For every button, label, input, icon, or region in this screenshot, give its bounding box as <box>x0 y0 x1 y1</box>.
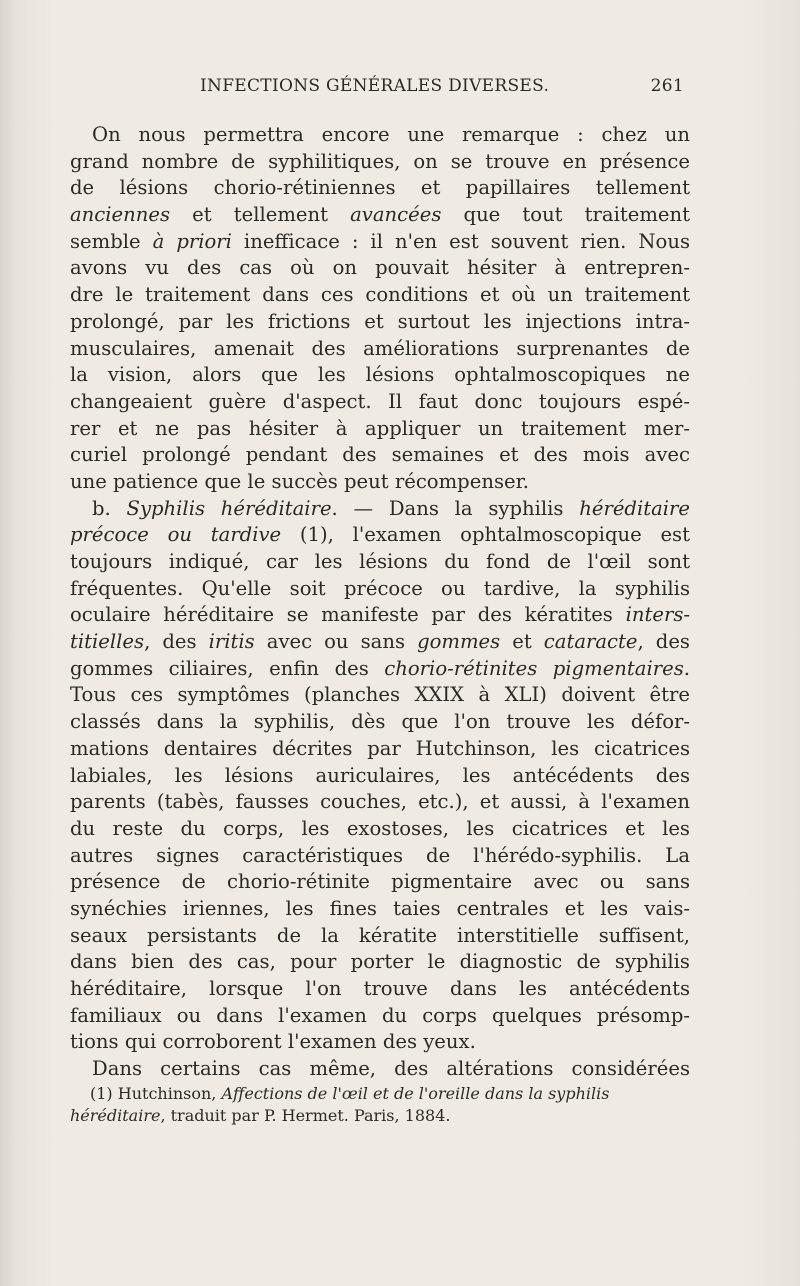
text-line <box>70 496 690 523</box>
text-line <box>70 175 690 202</box>
text-run: . — Dans la syphilis <box>331 496 580 520</box>
text-run: rer et ne pas hésiter à appliquer un traitement mer- <box>70 416 690 440</box>
italic-text: Affections de l'œil et de l'oreille dans la syphilis <box>221 1084 610 1103</box>
text-line <box>70 976 690 1003</box>
text-run: , des <box>637 630 690 654</box>
text-run: grand nombre de syphilitiques, on se trouve en présence <box>70 149 690 173</box>
text-line <box>70 149 690 176</box>
text-run: héréditaire, lorsque l'on trouve dans les antécédents <box>70 977 690 1000</box>
text-line <box>70 816 690 843</box>
page-header <box>200 76 684 102</box>
text-line <box>70 869 690 896</box>
text-run: . <box>683 656 690 680</box>
italic-text: Syphilis héréditaire <box>126 496 332 520</box>
text-run: synéchies iriennes, les fines taies centrales et les vais- <box>70 896 690 920</box>
text-run: parents (tabès, fausses couches, etc.), et aussi, à l'examen <box>70 790 690 814</box>
italic-text: iritis <box>208 630 255 654</box>
italic-text: anciennes <box>70 203 171 227</box>
text-line <box>70 309 690 336</box>
text-run: curiel prolongé pendant des semaines et des mois avec <box>70 443 690 467</box>
text-run: avec ou sans <box>254 630 418 654</box>
text-run: toujours indiqué, car les lésions du fond de l'œil sont <box>70 550 690 573</box>
text-run: autres signes caractéristiques de l'hérédo-syphilis. La <box>70 843 690 867</box>
text-run: avons vu des cas où on pouvait hésiter à entrepren- <box>70 256 690 280</box>
text-line <box>70 763 690 790</box>
text-run: la vision, alors que les lésions ophtalmoscopiques ne <box>70 363 690 387</box>
text-line <box>70 656 690 683</box>
italic-text: héréditaire <box>579 496 691 520</box>
footnote-line <box>70 1083 700 1105</box>
page-number: 261 <box>650 76 684 96</box>
text-line <box>70 416 690 443</box>
text-run: prolongé, par les frictions et surtout les injections intra- <box>70 309 690 333</box>
text-run: familiaux ou dans l'examen du corps quelques présomp- <box>70 1003 690 1027</box>
italic-text: héréditaire <box>70 1106 161 1125</box>
text-run: changeaient guère d'aspect. Il faut donc toujours espé- <box>70 389 690 413</box>
italic-text: à priori <box>152 229 232 253</box>
text-line <box>70 1056 690 1083</box>
text-line <box>70 896 690 923</box>
text-run: (1) Hutchinson, <box>90 1084 222 1103</box>
text-run: que tout traitement <box>441 203 691 227</box>
footnote <box>70 1083 700 1127</box>
italic-text: titielles <box>70 630 145 654</box>
text-run: Tous ces symptômes (planches XXIX à XLI) doivent être <box>70 683 690 707</box>
text-run: labiales, les lésions auriculaires, les antécédents des <box>70 763 690 787</box>
text-line <box>70 843 690 870</box>
text-run: , des <box>144 630 209 654</box>
text-run: gommes ciliaires, enfin des <box>70 656 385 680</box>
text-line <box>70 362 690 389</box>
italic-text: chorio-rétinites pigmentaires <box>384 656 684 680</box>
text-run: présence de chorio-rétinite pigmentaire avec ou sans <box>70 870 690 894</box>
text-run: classés dans la syphilis, dès que l'on trouve les défor- <box>70 710 690 734</box>
text-run: semble <box>70 229 153 253</box>
text-line <box>70 122 690 149</box>
text-run: (1), l'examen ophtalmoscopique est <box>281 523 690 547</box>
text-line <box>70 1029 690 1056</box>
text-line <box>70 469 690 496</box>
text-line <box>70 1003 690 1030</box>
text-run: mations dentaires décrites par Hutchinson, les cicatrices <box>70 736 690 760</box>
italic-text: gommes <box>417 630 501 654</box>
text-run: une patience que le succès peut récompenser. <box>70 469 530 493</box>
body-text <box>70 122 690 1083</box>
text-line <box>70 629 690 656</box>
running-title: INFECTIONS GÉNÉRALES DIVERSES. <box>200 76 550 96</box>
text-run: b. <box>92 496 127 520</box>
text-line <box>70 576 690 603</box>
text-line <box>70 602 690 629</box>
text-line <box>70 202 690 229</box>
text-line <box>70 336 690 363</box>
text-line <box>70 923 690 950</box>
text-line <box>70 255 690 282</box>
text-run: oculaire héréditaire se manifeste par des kératites <box>70 603 626 627</box>
text-line <box>70 549 690 576</box>
text-line <box>70 949 690 976</box>
text-line <box>70 389 690 416</box>
text-run: de lésions chorio-rétiniennes et papillaires tellement <box>70 176 690 200</box>
italic-text: avancées <box>350 203 442 227</box>
italic-text: précoce ou tardive <box>70 523 282 547</box>
text-run: musculaires, amenait des améliorations surprenantes de <box>70 336 690 360</box>
text-run: seaux persistants de la kératite interstitielle suffisent, <box>70 923 690 947</box>
text-line <box>70 682 690 709</box>
text-line <box>70 442 690 469</box>
text-line <box>70 736 690 763</box>
text-run: tions qui corroborent l'examen des yeux. <box>70 1030 476 1054</box>
text-run: et tellement <box>170 203 351 227</box>
text-run: , traduit par P. Hermet. Paris, 1884. <box>160 1106 451 1125</box>
text-line <box>70 282 690 309</box>
text-run: Dans certains cas même, des altérations considérées <box>92 1057 690 1081</box>
italic-text: cataracte <box>543 630 638 654</box>
text-run: et <box>500 630 544 654</box>
text-line <box>70 709 690 736</box>
text-line <box>70 789 690 816</box>
text-run: dans bien des cas, pour porter le diagnostic de syphilis <box>70 950 690 974</box>
text-run: fréquentes. Qu'elle soit précoce ou tardive, la syphilis <box>70 576 690 600</box>
text-run: du reste du corps, les exostoses, les cicatrices et les <box>70 816 690 840</box>
footnote-line <box>70 1105 700 1127</box>
text-line <box>70 229 690 256</box>
italic-text: inters- <box>625 603 690 627</box>
text-run: On nous permettra encore une remarque : chez un <box>92 123 690 146</box>
text-run: dre le traitement dans ces conditions et où un traitement <box>70 283 690 307</box>
text-run: inefficace : il n'en est souvent rien. Nous <box>231 229 691 253</box>
text-line <box>70 522 690 549</box>
